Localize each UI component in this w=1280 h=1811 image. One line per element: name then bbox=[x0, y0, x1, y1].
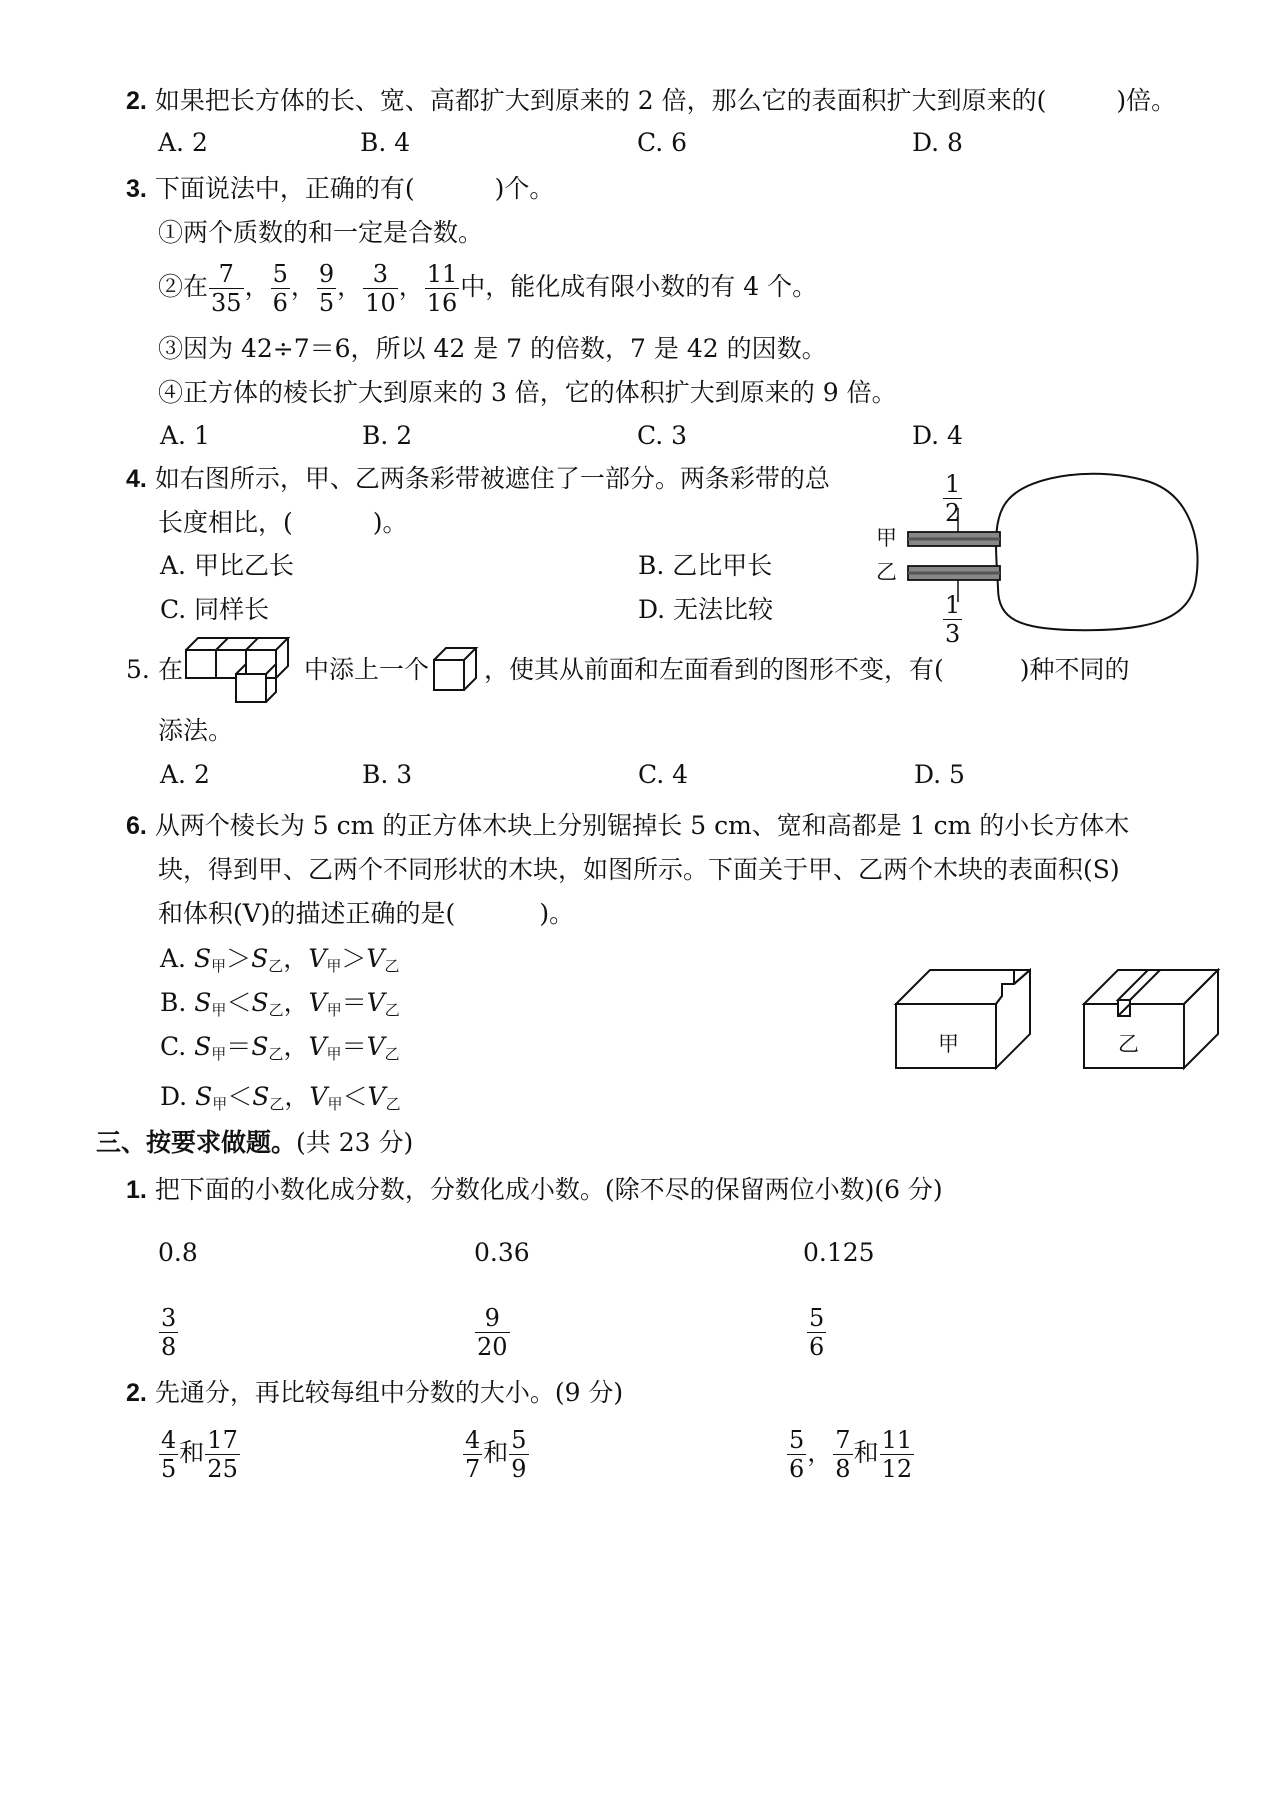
q6-line3 bbox=[158, 901, 574, 926]
q2-text-b: )倍。 bbox=[1116, 86, 1177, 115]
p1-decimal-2: 0.36 bbox=[474, 1238, 530, 1267]
fraction: $\frac{11}{16}$ bbox=[426, 260, 458, 317]
q4-option-a[interactable]: A. 甲比乙长 bbox=[160, 551, 294, 580]
fraction: $\frac{9}{5}$ bbox=[318, 260, 335, 317]
fraction: $\frac{3}{10}$ bbox=[365, 260, 396, 317]
q4-ribbon-figure bbox=[870, 470, 1200, 640]
p1-number: 1. bbox=[126, 1176, 147, 1204]
q6-line3-a: 和体积(V)的描述正确的是( bbox=[158, 899, 456, 928]
q2-text-a: 如果把长方体的长、宽、高都扩大到原来的 2 倍，那么它的表面积扩大到原来的( bbox=[154, 86, 1047, 115]
q3-statement-3: ③因为 42÷7＝6，所以 42 是 7 的倍数，7 是 42 的因数。 bbox=[158, 334, 827, 363]
single-cube-icon bbox=[432, 646, 482, 692]
q3-statement-2: ②在 $\frac{7}{35}$ ， $\frac{5}{6}$ ， $\frac{9}{5}$ ， $\frac{3}{10}$ ， $\frac{11}{16}$ 中，能化成有限小数的有 4 个。 bbox=[158, 260, 818, 317]
p2-group-2: $\frac{4}{7}$ 和 $\frac{5}{9}$ bbox=[465, 1426, 527, 1483]
q5-number: 5. bbox=[126, 655, 150, 684]
p2-number: 2. bbox=[126, 1379, 147, 1407]
q2-stem bbox=[126, 88, 1176, 114]
q4-option-c[interactable]: C. 同样长 bbox=[160, 595, 270, 624]
q4-bottom-fraction: $\frac{1}{3}$ bbox=[945, 591, 961, 648]
q5-text-b: 中添上一个 bbox=[304, 655, 430, 684]
q4-label-yi: 乙 bbox=[876, 560, 897, 584]
q4-stem-line2 bbox=[158, 510, 408, 535]
q3-text-a: 下面说法中，正确的有( bbox=[154, 174, 415, 203]
q5-option-b[interactable]: B. 3 bbox=[362, 760, 413, 789]
block-jia-label: 甲 bbox=[938, 1032, 959, 1056]
q5-text-d: )种不同的 bbox=[1019, 655, 1130, 684]
cover-blob-shape bbox=[996, 474, 1197, 630]
q2-option-b[interactable]: B. 4 bbox=[360, 128, 411, 157]
p1-fraction-2: $\frac{9}{20}$ bbox=[477, 1304, 508, 1361]
block-jia-figure bbox=[894, 962, 1034, 1072]
p2-group-1: $\frac{4}{5}$ 和 $\frac{17}{25}$ bbox=[161, 1426, 238, 1483]
block-yi-figure bbox=[1082, 962, 1222, 1072]
q4-line1-text: 如右图所示，甲、乙两条彩带被遮住了一部分。两条彩带的总 bbox=[154, 464, 830, 493]
p1-fraction-1: $\frac{3}{8}$ bbox=[161, 1304, 177, 1361]
q3-statement-4: ④正方体的棱长扩大到原来的 3 倍，它的体积扩大到原来的 9 倍。 bbox=[158, 378, 897, 407]
q4-number: 4. bbox=[126, 465, 147, 493]
q3-option-b[interactable]: B. 2 bbox=[362, 421, 413, 450]
p1-text: 把下面的小数化成分数，分数化成小数。(除不尽的保留两位小数)(6 分) bbox=[154, 1175, 943, 1204]
q2-option-d[interactable]: D. 8 bbox=[912, 128, 963, 157]
q2-option-c[interactable]: C. 6 bbox=[637, 128, 688, 157]
q4-option-d[interactable]: D. 无法比较 bbox=[638, 595, 774, 624]
p1-fraction-3: $\frac{5}{6}$ bbox=[809, 1304, 825, 1361]
q6-option-b[interactable]: B. S甲＜S乙，V甲＝V乙 bbox=[160, 988, 400, 1019]
fraction: $\frac{7}{35}$ bbox=[211, 260, 242, 317]
q4-label-jia: 甲 bbox=[876, 526, 897, 550]
q5-option-c[interactable]: C. 4 bbox=[638, 760, 689, 789]
p2-group-3: $\frac{5}{6}$ ， $\frac{7}{8}$ 和 $\frac{11}{12}$ bbox=[789, 1426, 913, 1483]
q6-option-a[interactable]: A. S甲＞S乙，V甲＞V乙 bbox=[160, 944, 400, 975]
q3-text-b: )个。 bbox=[494, 174, 555, 203]
q3-number: 3. bbox=[126, 175, 147, 203]
q2-option-a[interactable]: A. 2 bbox=[158, 128, 208, 157]
cube-arrangement-icon bbox=[184, 636, 302, 704]
q3-option-a[interactable]: A. 1 bbox=[160, 421, 210, 450]
q5-option-d[interactable]: D. 5 bbox=[914, 760, 965, 789]
q5-text-c: ，使其从前面和左面看到的图形不变，有( bbox=[484, 655, 944, 684]
q5-line2: 添法。 bbox=[158, 716, 234, 745]
q4-line2-b: )。 bbox=[372, 508, 408, 537]
q3-s2-post: 中，能化成有限小数的有 4 个。 bbox=[460, 272, 818, 301]
q4-stem-line1 bbox=[126, 466, 830, 492]
p1-decimal-3: 0.125 bbox=[803, 1238, 875, 1267]
q6-option-d[interactable]: D. S甲＜S乙，V甲＜V乙 bbox=[160, 1082, 401, 1113]
q6-line3-b: )。 bbox=[539, 899, 575, 928]
q4-line2-a: 长度相比，( bbox=[158, 508, 293, 537]
q4-top-fraction: $\frac{1}{2}$ bbox=[945, 470, 961, 527]
q6-line1 bbox=[126, 813, 1129, 839]
section3-score: (共 23 分) bbox=[296, 1128, 414, 1157]
section3-title: 三、按要求做题。 bbox=[96, 1128, 297, 1157]
q3-stem bbox=[126, 176, 554, 202]
p1-decimal-1: 0.8 bbox=[158, 1238, 198, 1267]
p2-text: 先通分，再比较每组中分数的大小。(9 分) bbox=[154, 1378, 624, 1407]
block-yi-label: 乙 bbox=[1118, 1032, 1139, 1056]
q6-line1-text: 从两个棱长为 5 cm 的正方体木块上分别锯掉长 5 cm、宽和高都是 1 cm 的小长方体木 bbox=[154, 811, 1130, 840]
q3-option-d[interactable]: D. 4 bbox=[912, 421, 963, 450]
p1-stem bbox=[126, 1177, 943, 1203]
q6-line2: 块，得到甲、乙两个不同形状的木块，如图所示。下面关于甲、乙两个木块的表面积(S) bbox=[158, 855, 1120, 884]
q3-statement-1: ①两个质数的和一定是合数。 bbox=[158, 218, 484, 247]
section3-heading bbox=[96, 1130, 413, 1155]
q3-option-c[interactable]: C. 3 bbox=[637, 421, 688, 450]
q3-s2-pre: ②在 bbox=[158, 272, 209, 301]
q2-number: 2. bbox=[126, 87, 147, 115]
q5-stem-rest bbox=[484, 657, 1130, 682]
q6-option-c[interactable]: C. S甲＝S乙，V甲＝V乙 bbox=[160, 1032, 400, 1063]
q6-number: 6. bbox=[126, 812, 147, 840]
p2-stem bbox=[126, 1380, 623, 1406]
fraction: $\frac{5}{6}$ bbox=[272, 260, 288, 317]
q5-text-a: 在 bbox=[158, 655, 184, 684]
q5-option-a[interactable]: A. 2 bbox=[160, 760, 210, 789]
q4-option-b[interactable]: B. 乙比甲长 bbox=[638, 551, 773, 580]
